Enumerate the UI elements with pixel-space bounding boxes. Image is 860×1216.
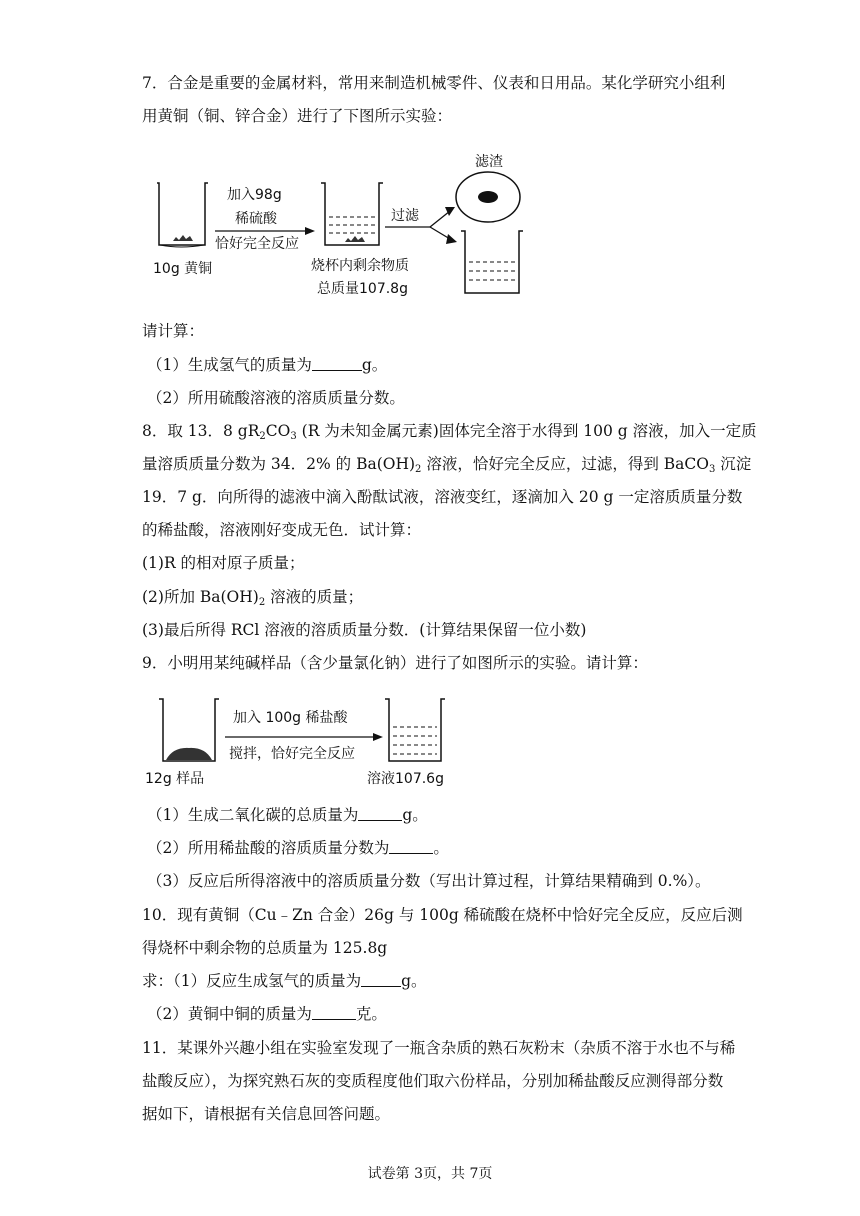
q10-part-1-text: 求：（1）反应生成氢气的质量为 <box>142 972 362 990</box>
q8-line-3: 19．7 g．向所得的滤液中滴入酚酞试液，溶液变红，逐滴加入 20 g 一定溶质质量分数 <box>142 488 743 506</box>
q7-part-1-blank[interactable] <box>312 356 362 371</box>
q11-line-2: 盐酸反应），为探究熟石灰的变质程度他们取六份样品，分别加稀盐酸反应测得部分数 <box>142 1072 724 1090</box>
filter-paper-icon <box>456 172 520 222</box>
beaker-mixture-icon <box>321 183 383 245</box>
q11-line-1: 11．某课外兴趣小组在实验室发现了一瓶含杂质的熟石灰粉末（杂质不溶于水也不与稀 <box>142 1039 736 1057</box>
q8-line-2-a: 量溶质质量分数为 34．2% 的 Ba(OH) <box>142 455 416 473</box>
arrow-icon <box>225 733 383 741</box>
q7-fig-brass-label: 10g 黄铜 <box>153 261 213 277</box>
q9-part-2-text: （2）所用稀盐酸的溶质质量分数为 <box>147 839 390 857</box>
q9-fig-solution-label: 溶液107.6g <box>367 771 444 787</box>
beaker-sample-icon <box>159 699 219 761</box>
q7-fig-remain-label-2: 总质量107.8g <box>317 281 408 297</box>
q8-line-1-a: 8．取 13．8 gR <box>142 422 260 440</box>
q10-part-1-unit: g。 <box>401 972 427 990</box>
q9-fig-add-label: 加入 100g 稀盐酸 <box>233 710 348 726</box>
q8-line-2-b: 溶液，恰好完全反应，过滤，得到 BaCO <box>421 455 709 473</box>
q10-part-1 <box>142 971 427 991</box>
q8-part-3: (3)最后所得 RCl 溶液的溶质质量分数．(计算结果保留一位小数) <box>142 621 587 639</box>
q9-part-1-blank[interactable] <box>358 806 402 821</box>
q10-part-2-text: （2）黄铜中铜的质量为 <box>147 1005 312 1023</box>
q11-line-3: 据如下，请根据有关信息回答问题。 <box>142 1105 391 1123</box>
q10-line-2: 得烧杯中剩余物的总质量为 125.8g <box>142 939 388 957</box>
q8-sub: 2 <box>258 597 266 608</box>
q9-part-1-unit: g。 <box>402 806 428 824</box>
q9-fig-sample-label: 12g 样品 <box>145 771 205 787</box>
q7-calc: 请计算： <box>142 322 205 340</box>
q8-line-2 <box>142 454 751 474</box>
q7-line-2: 用黄铜（铜、锌合金）进行了下图所示实验： <box>142 107 453 125</box>
q7-part-2: （2）所用硫酸溶液的溶质质量分数。 <box>147 389 405 407</box>
q10-part-1-blank[interactable] <box>361 972 401 987</box>
q8-sub: 2 <box>415 464 422 475</box>
q9-line-1: 9．小明用某纯碱样品（含少量氯化钠）进行了如图所示的实验。请计算： <box>142 654 648 672</box>
q8-sub: 2 <box>259 431 266 442</box>
beaker-solution-icon <box>385 699 445 761</box>
q7-fig-add-label: 加入98g <box>227 187 282 203</box>
q7-figure <box>145 145 545 305</box>
q9-figure <box>145 693 465 793</box>
q7-line-1: 7．合金是重要的金属材料，常用来制造机械零件、仪表和日用品。某化学研究小组利 <box>142 74 726 92</box>
q7-fig-acid-label: 稀硫酸 <box>235 211 277 227</box>
q7-fig-exact-label: 恰好完全反应 <box>215 236 299 252</box>
q9-part-2 <box>147 838 449 858</box>
q9-part-1-text: （1）生成二氧化碳的总质量为 <box>147 806 359 824</box>
q8-line-1 <box>142 421 757 441</box>
q9-part-2-end: 。 <box>433 839 449 857</box>
q9-fig-stir-label: 搅拌，恰好完全反应 <box>229 746 355 762</box>
q8-sub: 3 <box>290 431 297 442</box>
q8-line-2-c: 沉淀 <box>715 455 752 473</box>
q10-line-1: 10．现有黄铜（Cu﹣Zn 合金）26g 与 100g 稀硫酸在烧杯中恰好完全反应，反应后测 <box>142 906 743 924</box>
q8-line-1-c: (R 为未知金属元素)固体完全溶于水得到 100 g 溶液，加入一定质 <box>296 422 757 440</box>
q8-part-2 <box>142 587 363 607</box>
q8-part-2-a: (2)所加 Ba(OH) <box>142 588 259 606</box>
q9-part-1 <box>147 805 428 825</box>
q7-part-1-unit: g。 <box>361 356 388 374</box>
q10-part-2-blank[interactable] <box>312 1005 356 1020</box>
q8-part-1: (1)R 的相对原子质量； <box>142 554 305 572</box>
q10-part-2 <box>147 1004 387 1024</box>
q9-part-3: （3）反应后所得溶液中的溶质质量分数（写出计算过程，计算结果精确到 0.%）。 <box>147 872 711 890</box>
beaker-brass-icon <box>157 183 208 247</box>
q8-sub: 3 <box>708 464 716 475</box>
q9-part-2-blank[interactable] <box>389 839 433 854</box>
q8-line-1-b: CO <box>265 422 291 440</box>
q7-fig-residue-label: 滤渣 <box>475 154 503 170</box>
q7-fig-remain-label-1: 烧杯内剩余物质 <box>311 258 409 274</box>
page-footer: 试卷第 3页，共 7页 <box>367 1166 493 1182</box>
q7-part-1-text: （1）生成氢气的质量为 <box>147 356 312 374</box>
q8-part-2-b: 溶液的质量； <box>265 588 364 606</box>
q7-fig-filter-label: 过滤 <box>391 208 419 224</box>
q10-part-2-unit: 克。 <box>355 1005 387 1023</box>
beaker-filtrate-icon <box>461 231 523 293</box>
q7-part-1 <box>147 355 387 375</box>
q8-line-4: 的稀盐酸，溶液刚好变成无色．试计算： <box>142 521 422 539</box>
